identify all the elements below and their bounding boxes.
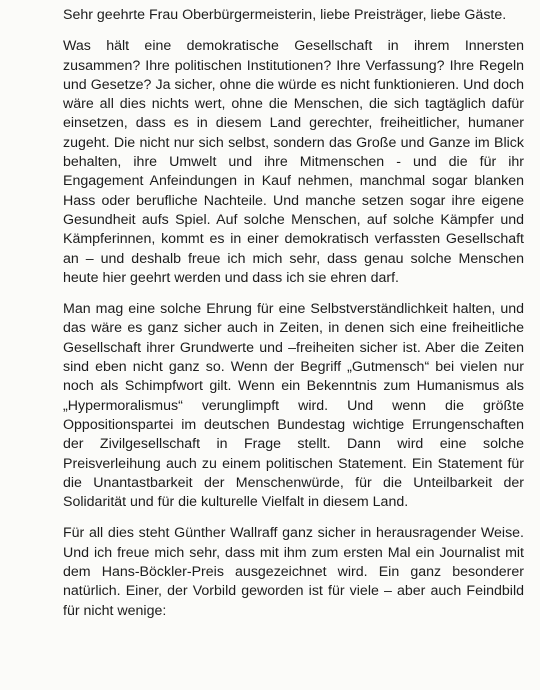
greeting-paragraph: Sehr geehrte Frau Oberbürgermeisterin, liebe Preisträger, liebe Gäste. xyxy=(63,7,507,23)
paragraph-democratic-society: Was hält eine demokratische Gesellschaft in ihrem Innersten zusammen? Ihre politischen Institutionen? Ihre Verfassung? Ihre Regeln und Gesetze? Ja sicher, ohne die würde es nicht funktionieren. Und doch wäre all dies nichts wert, ohne die Menschen, die sich tagtäglich dafür einsetzen, dass es in diesem Land gerechter, freiheitlicher, humaner zugeht. Die nicht nur sich selbst, sondern das Große und Ganze im Blick behalten, ihre Umwelt und ihre Mitmenschen - und die für ihr Engagement Anfeindungen in Kauf nehmen, manchmal sogar blanken Hass oder berufliche Nachteile. Und manche setzen sogar ihre eigene Gesundheit aufs Spiel. Auf solche Menschen, auf solche Kämpfer und Kämpferinnen, kommt es in einer demokratisch verfassten Gesellschaft an – und deshalb freue ich mich sehr, dass genau solche Menschen heute hier geehrt werden und dass ich sie ehren darf. xyxy=(63,38,524,286)
paragraph-wallraff: Für all dies steht Günther Wallraff ganz sicher in herausragender Weise. Und ich freue mich sehr, dass mit ihm zum ersten Mal ein Journalist mit dem Hans-Böckler-Preis ausgezeichnet wird. Ein ganz besonderer natürlich. Einer, der Vorbild geworden ist für viele – aber auch Feindbild für nicht wenige: xyxy=(63,525,524,619)
paragraph-honor-statement: Man mag eine solche Ehrung für eine Selbstverständlichkeit halten, und das wäre es ganz sicher auch in Zeiten, in denen sich eine freiheitliche Gesellschaft ihrer Grundwerte und –freiheiten sicher ist. Aber die Zeiten sind eben nicht ganz so. Wenn der Begriff „Gutmensch“ bei vielen nur noch als Schimpfwort gilt. Wenn ein Bekenntnis zum Humanismus als „Hypermoralismus“ verunglimpft wird. Und wenn die größte Oppositionspartei im deutschen Bundestag wichtige Errungenschaften der Zivilgesellschaft in Frage stellt. Dann wird eine solche Preisverleihung auch zu einem politischen Statement. Ein Statement für die Unantastbarkeit der Menschenwürde, für die Unteilbarkeit der Solidarität und für die kulturelle Vielfalt in diesem Land. xyxy=(63,301,524,511)
speech-text xyxy=(63,6,524,633)
